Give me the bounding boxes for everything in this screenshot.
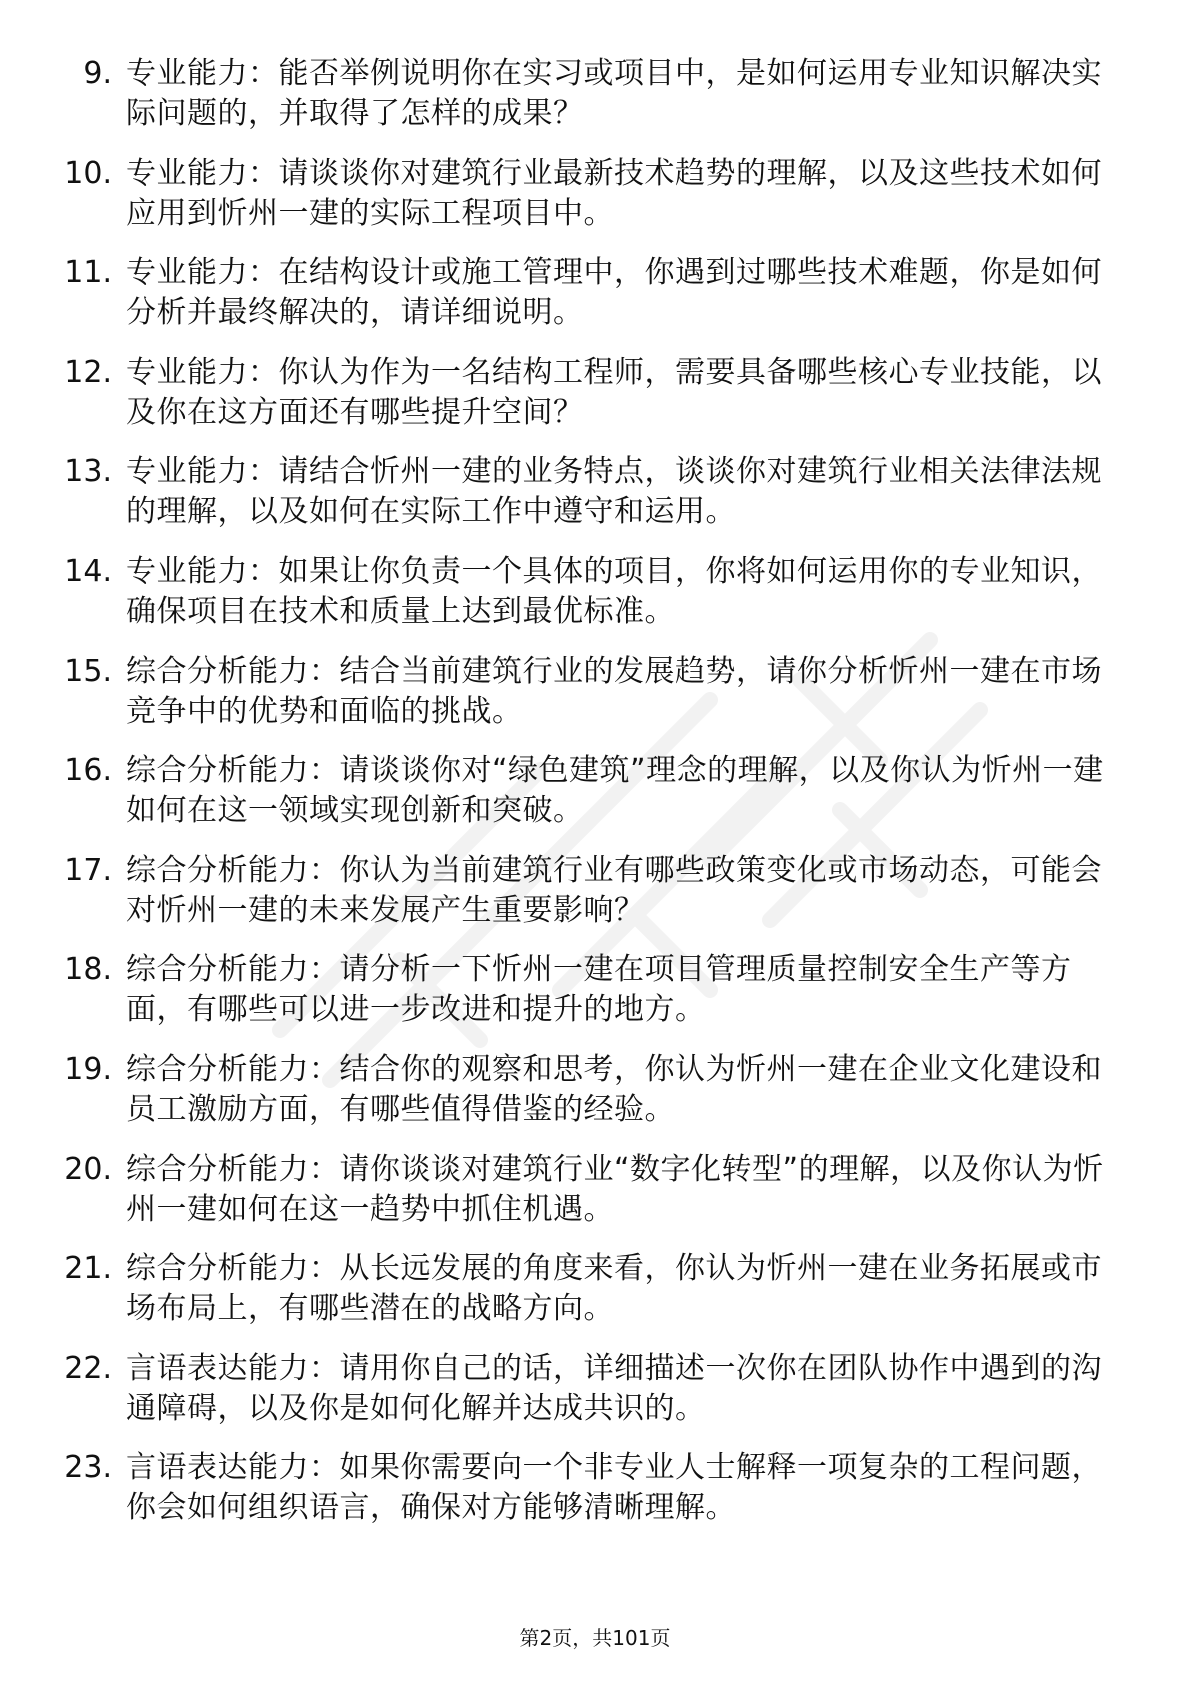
question-text: 综合分析能力：你认为当前建筑行业有哪些政策变化或市场动态，可能会对忻州一建的未来发展产生重要影响？ [126,852,1102,928]
question-number: 23. [64,1450,112,1486]
question-text: 专业能力：请结合忻州一建的业务特点，谈谈你对建筑行业相关法律法规的理解，以及如何在实际工作中遵守和运用。 [126,454,1102,530]
question-number: 20. [64,1151,112,1187]
question-item-23 [56,1442,1106,1542]
question-text: 专业能力：在结构设计或施工管理中，你遇到过哪些技术难题，你是如何分析并最终解决的，请详细说明。 [126,255,1102,331]
question-text: 综合分析能力：请你谈谈对建筑行业“数字化转型”的理解，以及你认为忻州一建如何在这一趋势中抓住机遇。 [126,1151,1104,1227]
question-number: 16. [64,753,112,789]
question-item-14 [56,546,1106,646]
question-text: 专业能力：能否举例说明你在实习或项目中，是如何运用专业知识解决实际问题的，并取得了怎样的成果？ [126,56,1102,131]
question-item-16 [56,745,1106,845]
question-number: 19. [64,1051,112,1087]
question-text: 综合分析能力：从长远发展的角度来看，你认为忻州一建在业务拓展或市场布局上，有哪些潜在的战略方向。 [126,1251,1102,1327]
question-text: 综合分析能力：结合当前建筑行业的发展趋势，请你分析忻州一建在市场竞争中的优势和面临的挑战。 [126,653,1102,729]
question-item-22 [56,1343,1106,1443]
question-item-11 [56,247,1106,347]
question-item-9 [56,48,1106,148]
question-number: 21. [64,1251,112,1287]
page-number-label: 第2页，共101页 [519,1626,671,1650]
question-text: 综合分析能力：结合你的观察和思考，你认为忻州一建在企业文化建设和员工激励方面，有哪些值得借鉴的经验。 [126,1051,1102,1127]
question-text: 专业能力：如果让你负责一个具体的项目，你将如何运用你的专业知识，确保项目在技术和质量上达到最优标准。 [126,553,1102,629]
question-number: 9. [83,56,112,91]
question-item-10 [56,148,1106,248]
question-number: 17. [64,852,112,888]
question-text: 专业能力：请谈谈你对建筑行业最新技术趋势的理解，以及这些技术如何应用到忻州一建的实际工程项目中。 [126,155,1102,231]
question-list [56,48,1106,1542]
question-item-12 [56,347,1106,447]
question-item-17 [56,845,1106,945]
question-item-15 [56,646,1106,746]
question-number: 14. [64,553,112,589]
question-number: 15. [64,653,112,689]
question-text: 综合分析能力：请谈谈你对“绿色建筑”理念的理解，以及你认为忻州一建如何在这一领域实现创新和突破。 [126,753,1104,829]
question-number: 18. [64,952,112,988]
question-text: 综合分析能力：请分析一下忻州一建在项目管理质量控制安全生产等方面，有哪些可以进一步改进和提升的地方。 [126,952,1072,1028]
question-number: 12. [64,354,112,390]
question-number: 22. [64,1350,112,1386]
question-number: 10. [64,155,112,191]
page-footer [0,1624,1190,1652]
question-number: 13. [64,454,112,490]
question-item-21 [56,1243,1106,1343]
question-text: 言语表达能力：如果你需要向一个非专业人士解释一项复杂的工程问题，你会如何组织语言，确保对方能够清晰理解。 [126,1450,1102,1526]
question-item-20 [56,1144,1106,1244]
question-number: 11. [64,255,112,291]
question-text: 言语表达能力：请用你自己的话，详细描述一次你在团队协作中遇到的沟通障碍，以及你是如何化解并达成共识的。 [126,1350,1102,1426]
question-text: 专业能力：你认为作为一名结构工程师，需要具备哪些核心专业技能，以及你在这方面还有哪些提升空间？ [126,354,1102,430]
question-item-18 [56,944,1106,1044]
question-item-19 [56,1044,1106,1144]
question-item-13 [56,446,1106,546]
